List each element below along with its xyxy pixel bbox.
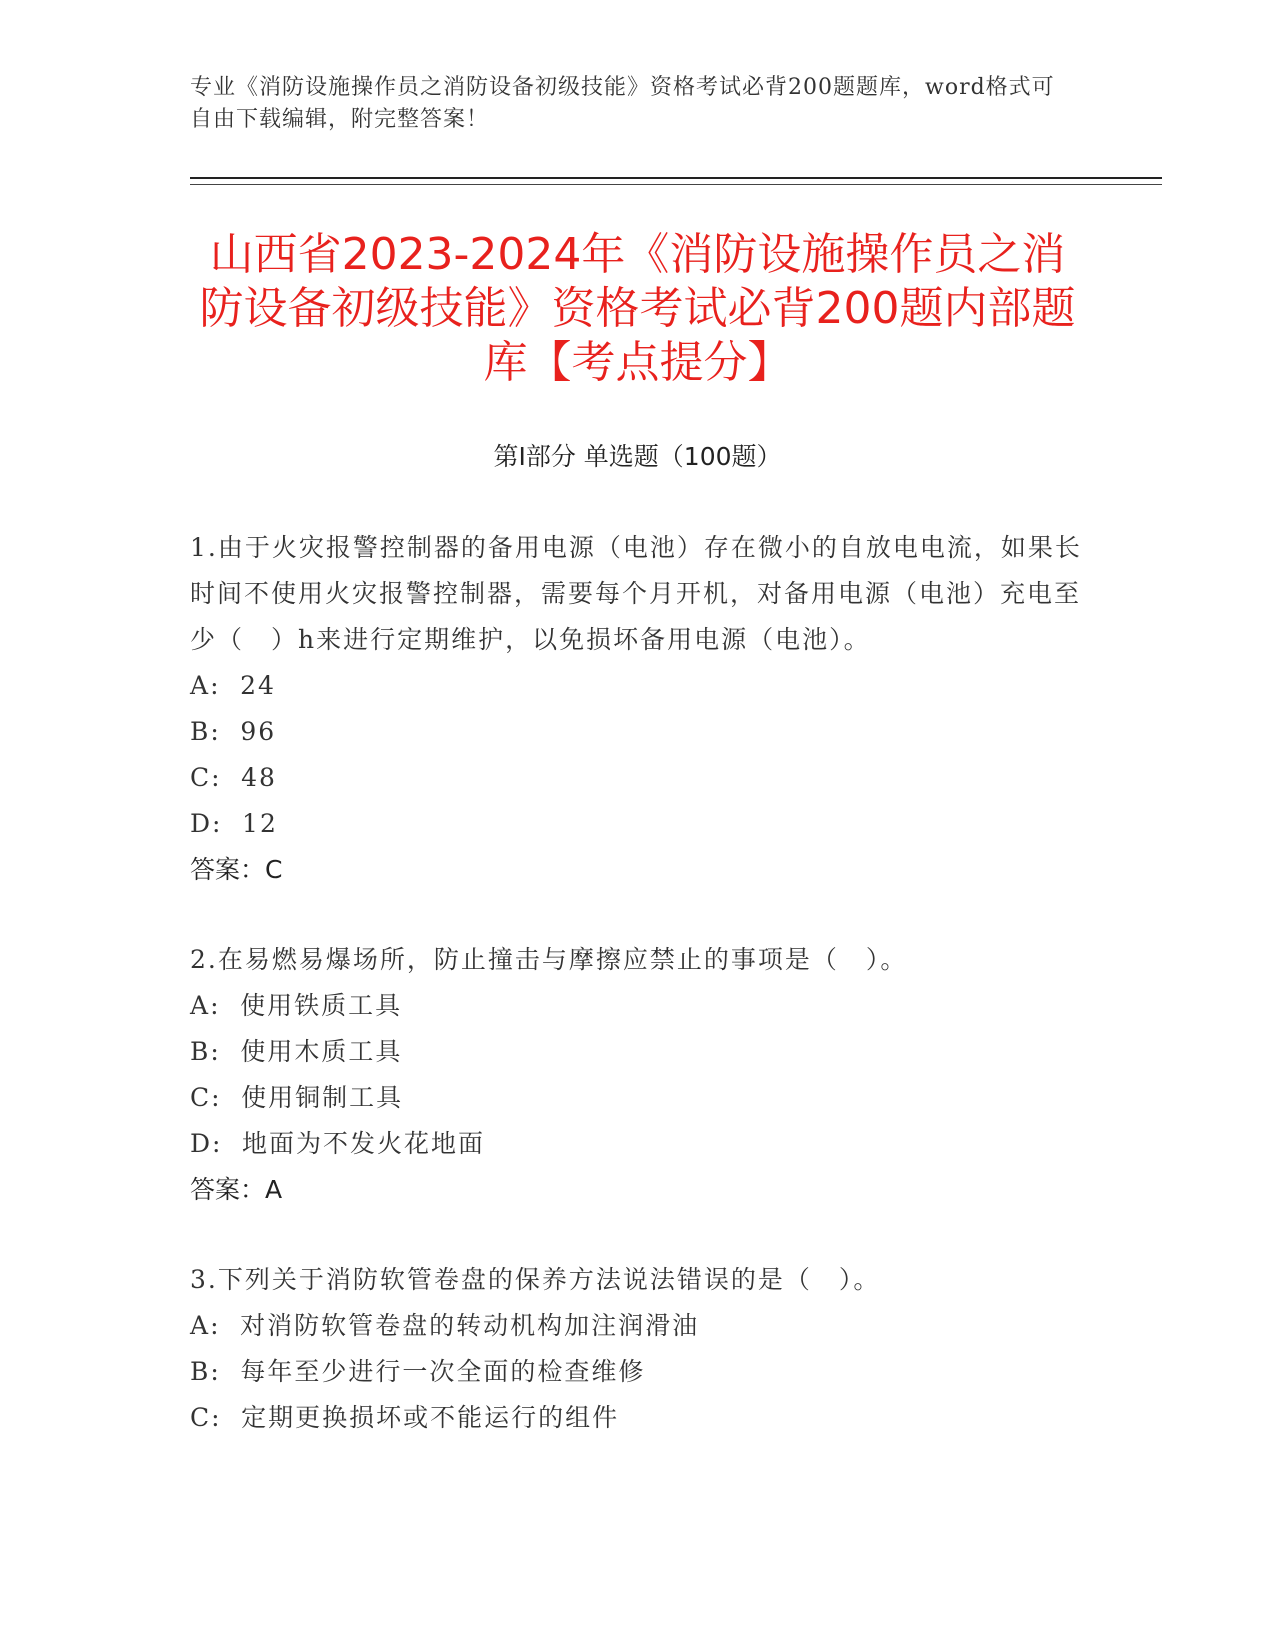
option-key: B [190,717,211,746]
header-rule-thick [190,177,1162,179]
option-key: B [190,1037,211,1066]
answer-line [190,1167,1085,1213]
option-key: A [190,1311,211,1340]
option-separator: : [211,763,222,792]
answer-label: 答案： [190,1175,266,1204]
answer-line [190,847,1085,893]
question-1 [190,525,1085,893]
answer-value: C [265,855,283,884]
option-a [190,983,1085,1029]
option-key: C [190,763,212,792]
section-heading: 第I部分 单选题（100题） [493,442,782,471]
option-c [190,1075,1085,1121]
option-text: 48 [241,763,277,792]
option-b [190,1349,1085,1395]
option-key: D [190,1129,213,1158]
option-separator: : [211,1083,222,1112]
option-separator: : [210,991,221,1020]
option-text: 定期更换损坏或不能运行的组件 [241,1403,620,1432]
option-text: 每年至少进行一次全面的检查维修 [240,1357,646,1386]
option-key: C [190,1403,212,1432]
option-a [190,1303,1085,1349]
question-list [190,525,1085,1485]
option-text: 12 [242,809,278,838]
answer-label: 答案： [190,855,266,884]
option-key: D [190,809,213,838]
option-d [190,1121,1085,1167]
option-b [190,1029,1085,1075]
option-c [190,755,1085,801]
question-stem: 2.在易燃易爆场所，防止撞击与摩擦应禁止的事项是（ ）。 [190,945,908,974]
option-key: B [190,1357,211,1386]
header-rule-thin [190,184,1162,185]
option-text: 24 [240,671,276,700]
option-separator: : [210,717,221,746]
document-title: 山西省2023-2024年《消防设施操作员之消防设备初级技能》资格考试必背200题内部题库【考点提分】 [199,229,1076,388]
option-separator: : [210,1357,221,1386]
option-text: 对消防软管卷盘的转动机构加注润滑油 [240,1311,700,1340]
option-separator: : [212,809,223,838]
question-stem: 3.下列关于消防软管卷盘的保养方法说法错误的是（ ）。 [190,1265,881,1294]
option-separator: : [212,1129,223,1158]
option-text: 使用铜制工具 [241,1083,404,1112]
option-separator: : [210,1311,221,1340]
option-key: A [190,991,211,1020]
option-separator: : [210,1037,221,1066]
question-stem: 1.由于火灾报警控制器的备用电源（电池）存在微小的自放电电流，如果长时间不使用火灾报警控制器，需要每个月开机，对备用电源（电池）充电至少（ ）h来进行定期维护，以免损坏备用电源（电池）。 [190,533,1082,654]
answer-value: A [265,1175,283,1204]
option-key: C [190,1083,212,1112]
option-key: A [190,671,211,700]
option-a [190,663,1085,709]
question-2 [190,937,1085,1213]
option-d [190,801,1085,847]
option-text: 使用木质工具 [240,1037,403,1066]
option-separator: : [210,671,221,700]
option-b [190,709,1085,755]
option-c [190,1395,1085,1441]
header-note: 专业《消防设施操作员之消防设备初级技能》资格考试必背200题题库，word格式可自由下载编辑，附完整答案！ [190,75,1055,132]
option-text: 地面为不发火花地面 [242,1129,486,1158]
option-text: 使用铁质工具 [240,991,403,1020]
question-3 [190,1257,1085,1441]
option-text: 96 [240,717,277,746]
option-separator: : [211,1403,222,1432]
